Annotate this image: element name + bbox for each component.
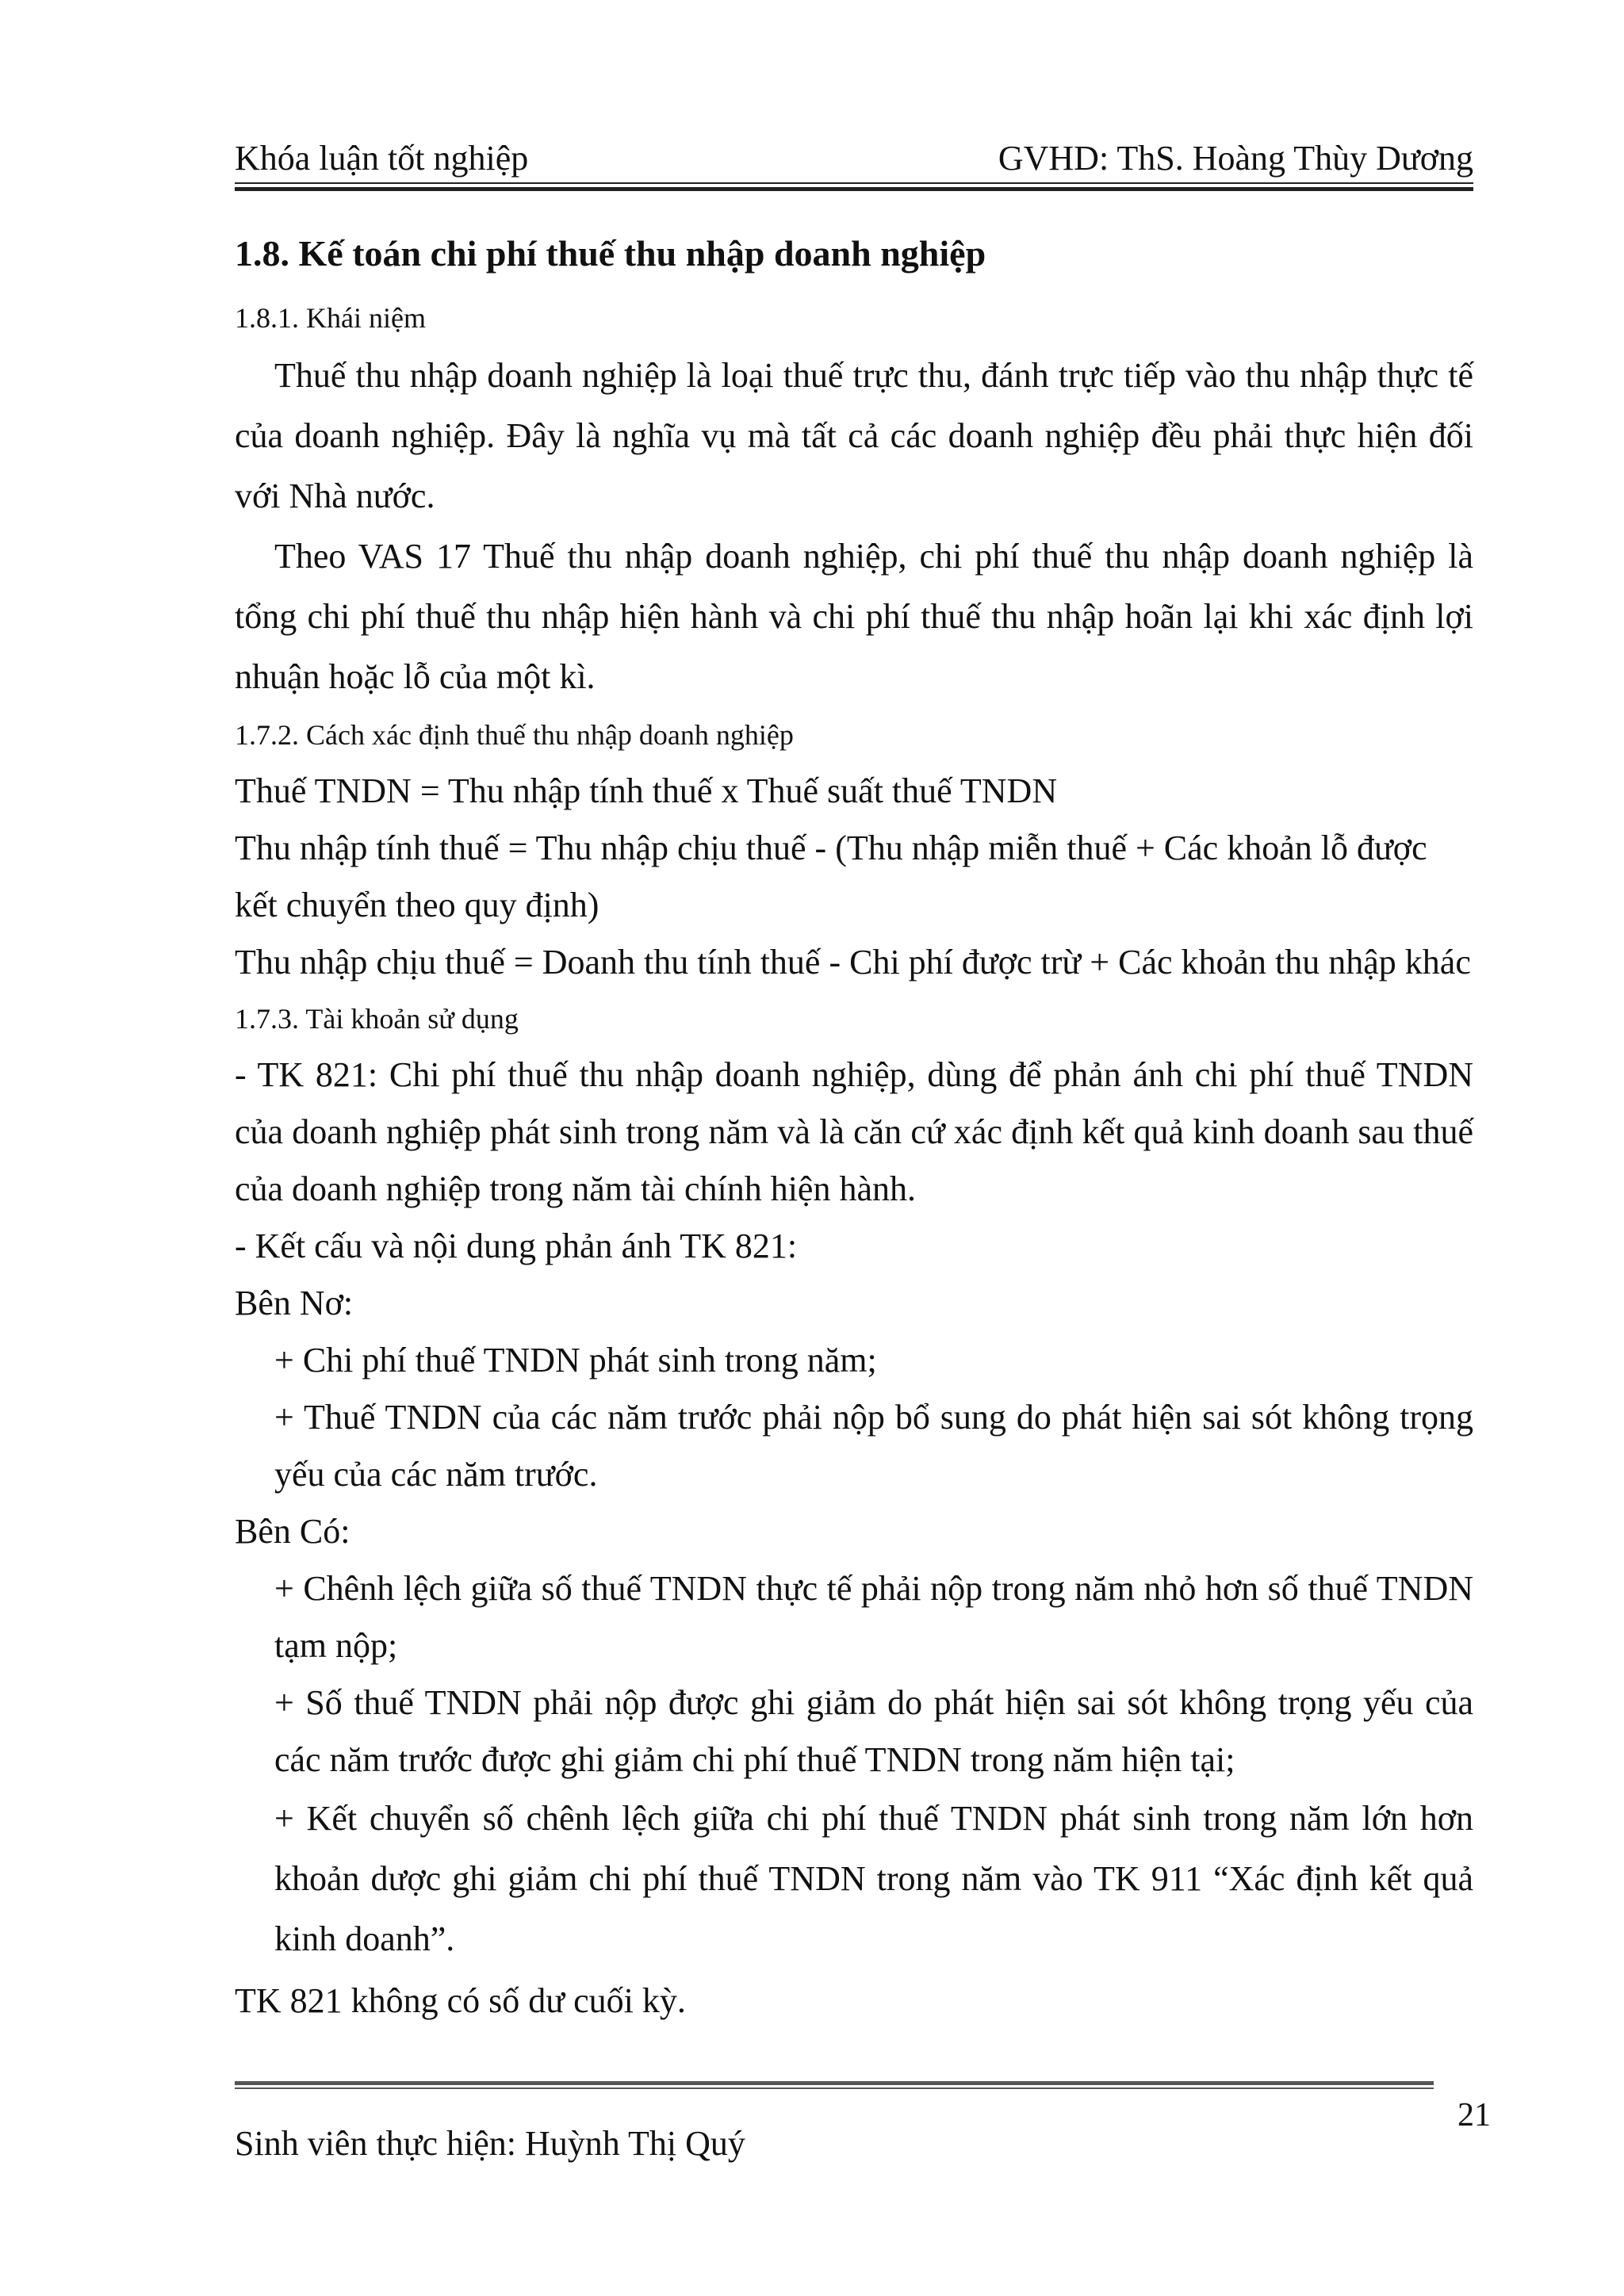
account-821-description: - TK 821: Chi phí thuế thu nhập doanh nghiệp, dùng để phản ánh chi phí thuế TNDN của doanh nghiệp phát sinh trong năm và là căn cứ xác định kết quả kinh doanh sau thuế của doanh nghiệp trong năm tài chính hiện hành. xyxy=(235,1055,1473,1208)
paragraph-definition: Thuế thu nhập doanh nghiệp là loại thuế trực thu, đánh trực tiếp vào thu nhập thực tế của doanh nghiệp. Đây là nghĩa vụ mà tất cả các doanh nghiệp đều phải thực hiện đối với Nhà nước. xyxy=(235,356,1473,515)
header-supervisor: GVHD: ThS. Hoàng Thùy Dương xyxy=(998,139,1473,178)
debit-item: + Chi phí thuế TNDN phát sinh trong năm; xyxy=(274,1341,877,1380)
credit-item: + Chênh lệch giữa số thuế TNDN thực tế phải nộp trong năm nhỏ hơn số thuế TNDN tạm nộp; xyxy=(274,1569,1473,1665)
page-body xyxy=(235,222,1473,2033)
credit-item: + Số thuế TNDN phải nộp được ghi giảm do phát hiện sai sót không trọng yếu của các năm trước được ghi giảm chi phí thuế TNDN trong năm hiện tại; xyxy=(274,1683,1473,1779)
subsection-accounts: 1.7.3. Tài khoản sử dụng xyxy=(235,1003,519,1035)
debit-side-label: Bên Nơ: xyxy=(235,1284,354,1322)
footer-divider xyxy=(235,2087,1434,2089)
page-header xyxy=(235,133,1473,184)
footer-divider-thick xyxy=(235,2081,1434,2085)
section-title: 1.8. Kế toán chi phí thuế thu nhập doanh nghiệp xyxy=(235,233,986,274)
debit-item: + Thuế TNDN của các năm trước phải nộp bổ sung do phát hiện sai sót không trọng yếu của các năm trước. xyxy=(274,1398,1473,1494)
formula-tax: Thuế TNDN = Thu nhập tính thuế x Thuế suất thuế TNDN xyxy=(235,771,1058,810)
header-divider-thick xyxy=(235,187,1473,191)
credit-side-label: Bên Có: xyxy=(235,1512,350,1551)
subsection-concept: 1.8.1. Khái niệm xyxy=(235,302,426,334)
credit-item: + Kết chuyển số chênh lệch giữa chi phí thuế TNDN phát sinh trong năm lớn hơn khoản dược ghi giảm chi phí thuế TNDN trong năm vào TK 911 “Xác định kết quả kinh doanh”. xyxy=(274,1799,1473,1958)
paragraph-vas17: Theo VAS 17 Thuế thu nhập doanh nghiệp, chi phí thuế thu nhập doanh nghiệp là tổng chi phí thuế thu nhập hiện hành và chi phí thuế thu nhập hoãn lại khi xác định lợi nhuận hoặc lỗ của một kì. xyxy=(235,537,1473,696)
account-821-structure: - Kết cấu và nội dung phản ánh TK 821: xyxy=(235,1226,798,1265)
formula-taxable-income: Thu nhập tính thuế = Thu nhập chịu thuế - (Thu nhập miễn thuế + Các khoản lỗ được kết chuyển theo quy định) xyxy=(235,828,1427,924)
subsection-calculation: 1.7.2. Cách xác định thuế thu nhập doanh nghiệp xyxy=(235,719,794,751)
footer-student: Sinh viên thực hiện: Huỳnh Thị Quý xyxy=(235,2124,745,2163)
header-thesis-label: Khóa luận tốt nghiệp xyxy=(235,139,529,178)
closing-note: TK 821 không có số dư cuối kỳ. xyxy=(235,1981,686,2020)
page-number: 21 xyxy=(1457,2097,1491,2133)
formula-assessable-income: Thu nhập chịu thuế = Doanh thu tính thuế - Chi phí được trừ + Các khoản thu nhập khác xyxy=(235,943,1471,982)
header-divider xyxy=(235,182,1473,184)
